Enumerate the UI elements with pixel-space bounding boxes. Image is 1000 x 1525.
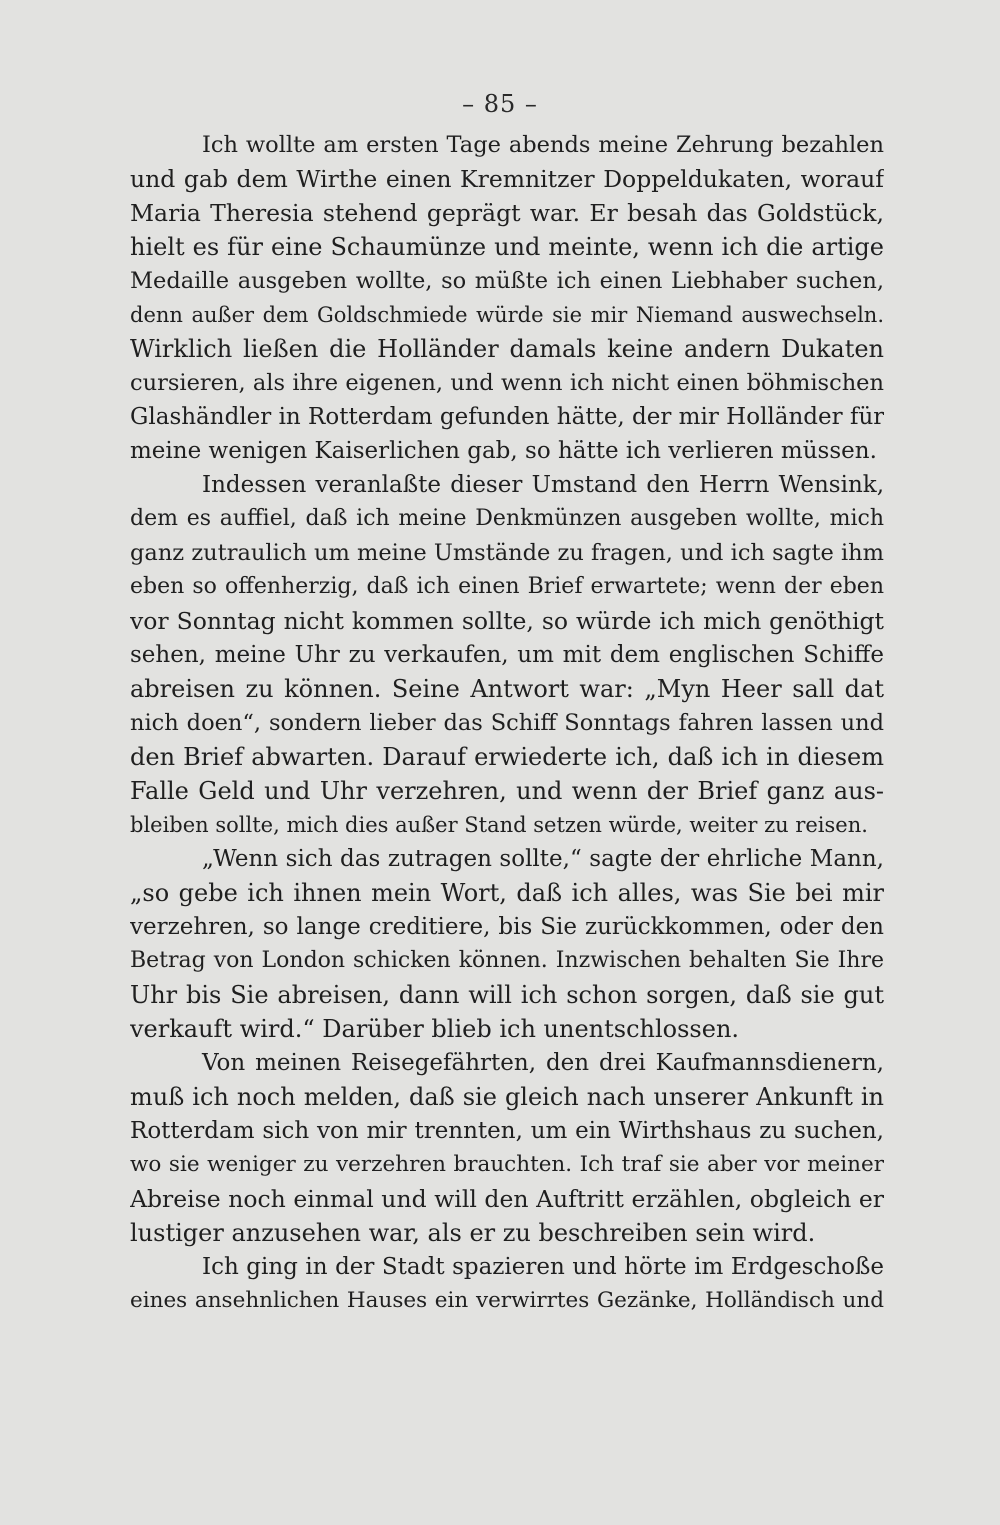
- text-line: Glashändler in Rotterdam gefunden hätte, der mir Holländer für: [130, 404, 884, 430]
- text-line: lustiger anzusehen war, als er zu beschreiben sein wird.: [130, 1219, 816, 1247]
- text-line: Rotterdam sich von mir trennten, um ein Wirthshaus zu suchen,: [130, 1118, 884, 1144]
- text-line: wo sie weniger zu verzehren brauchten. Ich traf sie aber vor meiner: [130, 1152, 884, 1177]
- text-line: denn außer dem Goldschmiede würde sie mir Niemand auswechseln.: [130, 303, 884, 327]
- text-line: meine wenigen Kaiserlichen gab, so hätte ich verlieren müssen.: [130, 438, 877, 464]
- text-line: und gab dem Wirthe einen Kremnitzer Doppeldukaten, worauf: [130, 165, 884, 193]
- text-line: „so gebe ich ihnen mein Wort, daß ich alles, was Sie bei mir: [130, 879, 884, 907]
- text-line: vor Sonntag nicht kommen sollte, so würde ich mich genöthigt: [130, 607, 884, 635]
- text-line: muß ich noch melden, daß sie gleich nach unserer Ankunft in: [130, 1083, 884, 1111]
- text-line: bleiben sollte, mich dies außer Stand setzen würde, weiter zu reisen.: [130, 813, 868, 837]
- text-line: Indessen veranlaßte dieser Umstand den Herrn Wensink,: [202, 472, 884, 498]
- text-line: verkauft wird.“ Darüber blieb ich unentschlossen.: [130, 1015, 740, 1043]
- text-line: dem es auffiel, daß ich meine Denkmünzen ausgeben wollte, mich: [130, 506, 884, 531]
- text-line: nich doen“, sondern lieber das Schiff Sonntags fahren lassen und: [130, 710, 884, 736]
- text-line: den Brief abwarten. Darauf erwiederte ich, daß ich in diesem: [130, 743, 884, 771]
- text-line: eben so offenherzig, daß ich einen Brief erwartete; wenn der eben: [130, 574, 884, 599]
- page-number: – 85 –: [462, 90, 538, 118]
- text-line: hielt es für eine Schaumünze und meinte, wenn ich die artige: [130, 233, 884, 261]
- text-line: Abreise noch einmal und will den Auftritt erzählen, obgleich er: [130, 1185, 884, 1213]
- text-line: „Wenn sich das zutragen sollte,“ sagte der ehrliche Mann,: [202, 846, 884, 872]
- text-line: abreisen zu können. Seine Antwort war: „Myn Heer sall dat: [130, 675, 884, 703]
- text-line: verzehren, so lange creditiere, bis Sie zurückkommen, oder den: [130, 914, 884, 940]
- text-line: sehen, meine Uhr zu verkaufen, um mit dem englischen Schiffe: [130, 642, 884, 668]
- text-line: Maria Theresia stehend geprägt war. Er besah das Goldstück,: [130, 199, 884, 227]
- text-line: Medaille ausgeben wollte, so müßte ich einen Liebhaber suchen,: [130, 268, 884, 294]
- text-line: Falle Geld und Uhr verzehren, und wenn der Brief ganz aus-: [130, 777, 884, 805]
- text-line: eines ansehnlichen Hauses ein verwirrtes Gezänke, Holländisch und: [130, 1288, 884, 1313]
- text-line: Von meinen Reisegefährten, den drei Kaufmannsdienern,: [202, 1050, 884, 1076]
- text-line: Ich wollte am ersten Tage abends meine Zehrung bezahlen: [202, 132, 884, 158]
- body-text: [130, 128, 884, 1318]
- text-line: ganz zutraulich um meine Umstände zu fragen, und ich sagte ihm: [130, 540, 884, 566]
- text-line: Betrag von London schicken können. Inzwischen behalten Sie Ihre: [130, 948, 884, 973]
- text-line: Ich ging in der Stadt spazieren und hörte im Erdgeschoße: [202, 1254, 884, 1280]
- text-line: Wirklich ließen die Holländer damals keine andern Dukaten: [130, 335, 884, 363]
- text-line: Uhr bis Sie abreisen, dann will ich schon sorgen, daß sie gut: [130, 981, 884, 1009]
- text-line: cursieren, als ihre eigenen, und wenn ich nicht einen böhmischen: [130, 370, 884, 396]
